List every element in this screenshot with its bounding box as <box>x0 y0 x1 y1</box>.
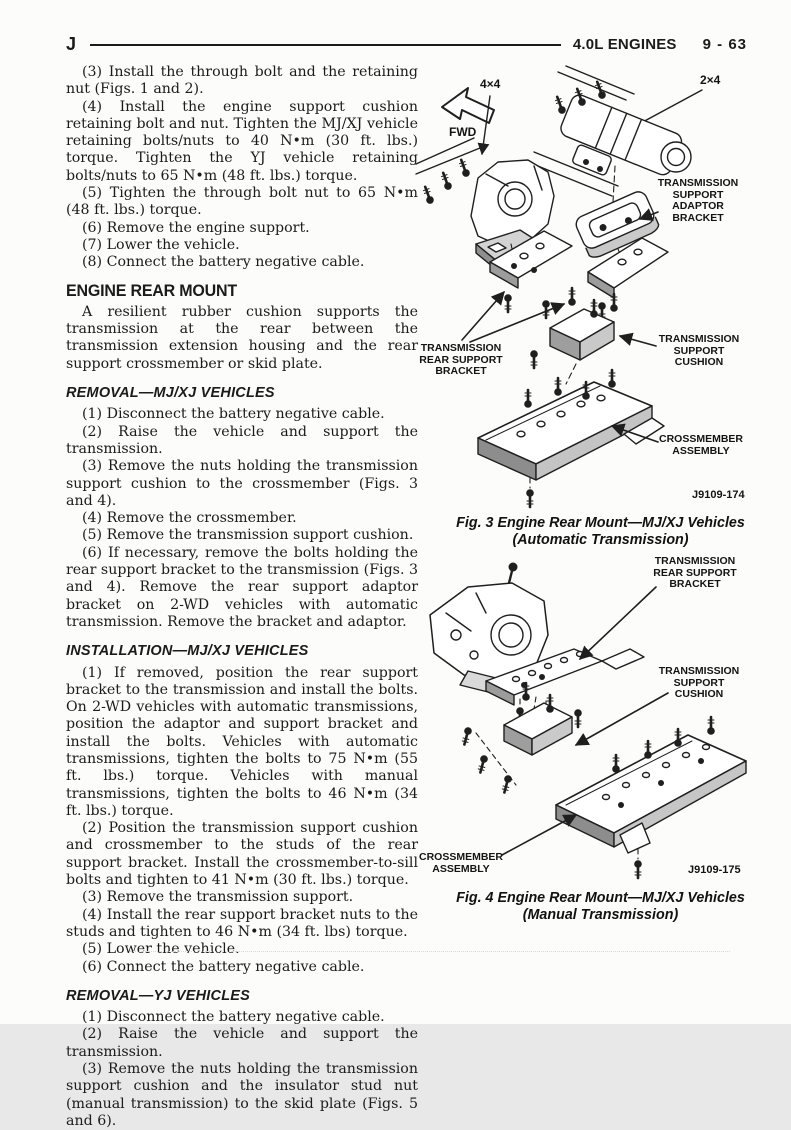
step-item: (2) Raise the vehicle and support the transmission. <box>66 423 418 457</box>
label-support-cushion: TRANSMISSION SUPPORT CUSHION <box>658 333 740 368</box>
figure-caption: Fig. 4 Engine Rear Mount—MJ/XJ Vehicles <box>456 890 745 906</box>
label-support-cushion: TRANSMISSION SUPPORT CUSHION <box>658 665 740 700</box>
step-item: (7) Lower the vehicle. <box>82 236 240 253</box>
step-item: (2) Raise the vehicle and support the transmission. <box>66 1026 418 1060</box>
section-letter: J <box>66 34 77 54</box>
step-item: (3) Remove the transmission support. <box>82 889 354 906</box>
figure-3 <box>416 66 785 552</box>
step-item: (5) Lower the vehicle. <box>82 941 240 958</box>
section-intro: A resilient rubber cushion supports the transmission at the rear between the transmission extension housing and the rear support crossmember or skid plate. <box>66 303 418 372</box>
figure-4 <box>416 553 785 935</box>
subheading-installation-mjxj: INSTALLATION—MJ/XJ VEHICLES <box>66 643 309 660</box>
transmission-2x4 <box>554 81 691 178</box>
page-header <box>66 34 747 55</box>
fwd-arrow-icon <box>442 88 494 123</box>
crossmember-assembly <box>556 717 746 878</box>
support-cushion <box>530 288 618 368</box>
header-rule <box>90 44 561 46</box>
label-2x4: 2×4 <box>700 73 721 87</box>
figure-ref-code: J9109-174 <box>692 489 745 501</box>
step-item: (4) Install the engine support cushion retaining bolt and nut. Tighten the MJ/XJ vehicle retaining bolts/nuts to 40 N•m (30 ft. lbs.) torque. Tighten the YJ vehicle retaining bolts/nuts to 65 N•m (48 ft. lbs.) torque. <box>66 98 418 184</box>
step-item: (2) Position the transmission support cushion and crossmember to the studs of the rear support bracket. Install the crossmember-to-sill bolts and tighten to 41 N•m (30 ft. lbs.) torque. <box>66 820 418 889</box>
label-rear-support-bracket: TRANSMISSION REAR SUPPORT BRACKET <box>653 555 737 590</box>
step-item: (6) If necessary, remove the bolts holding the rear support bracket to the transmission (Figs. 3 and 4). Remove the rear support adaptor bracket on 2-WD vehicles with automatic transmission. Remove the bracket and adaptor. <box>66 544 418 630</box>
section-heading-engine-rear-mount: ENGINE REAR MOUNT <box>66 281 237 300</box>
step-item: (4) Install the rear support bracket nuts to the studs and tighten to 46 N•m (34 ft. lbs) torque. <box>66 906 418 940</box>
fig4-diagram <box>416 553 785 888</box>
scan-artifact-line <box>130 951 730 952</box>
figure-caption: Fig. 3 Engine Rear Mount—MJ/XJ Vehicles <box>456 515 745 531</box>
step-item: (6) Connect the battery negative cable. <box>82 958 365 975</box>
step-item: (8) Connect the battery negative cable. <box>82 254 365 271</box>
chapter-title: 4.0L ENGINES <box>572 36 677 53</box>
step-item: (4) Remove the crossmember. <box>82 510 297 527</box>
text-column <box>66 64 418 1130</box>
subheading-removal-yj: REMOVAL—YJ VEHICLES <box>66 987 251 1004</box>
figure-ref-code: J9109-175 <box>688 864 741 876</box>
step-item: (1) Disconnect the battery negative cable. <box>82 1009 385 1026</box>
step-item: (1) Disconnect the battery negative cable. <box>82 406 385 423</box>
label-rear-support-bracket: TRANSMISSION REAR SUPPORT BRACKET <box>419 342 503 377</box>
label-adaptor-bracket: TRANSMISSION SUPPORT ADAPTOR BRACKET <box>657 177 739 224</box>
label-crossmember: CROSSMEMBER ASSEMBLY <box>659 433 744 457</box>
page-number: 9 - 63 <box>702 36 747 53</box>
figure-caption-sub: (Automatic Transmission) <box>512 532 689 548</box>
label-4x4: 4×4 <box>480 77 501 91</box>
step-item: (6) Remove the engine support. <box>82 219 310 236</box>
step-item: (5) Tighten the through bolt nut to 65 N•m (48 ft. lbs.) torque. <box>66 185 418 219</box>
step-item: (3) Remove the nuts holding the transmission support cushion to the crossmember (Figs. 3 and 4). <box>66 458 418 509</box>
step-item: (3) Install the through bolt and the retaining nut (Figs. 1 and 2). <box>66 64 418 98</box>
step-item: (3) Remove the nuts holding the transmission support cushion and the insulator stud nut (manual transmission) to the skid plate (Figs. 5 and 6). <box>66 1061 418 1129</box>
figure-caption-sub: (Manual Transmission) <box>522 907 679 923</box>
subheading-removal-mjxj: REMOVAL—MJ/XJ VEHICLES <box>66 385 275 402</box>
label-crossmember: CROSSMEMBER ASSEMBLY <box>418 851 503 875</box>
step-item: (5) Remove the transmission support cushion. <box>82 527 414 544</box>
crossmember-assembly <box>478 370 664 507</box>
fwd-label: FWD <box>449 125 477 139</box>
step-item: (1) If removed, position the rear support bracket to the transmission and install the bolts. On 2-WD vehicles with automatic transmissions, position the adaptor and support bracket and install the bolts. Vehicles with automatic transmissions, tighten the bolts to 75 N•m (55 ft. lbs.) torque. Vehicles with manual transmissions, tighten the bolts to 46 N•m (34 ft. lbs.) torque. <box>66 664 418 819</box>
